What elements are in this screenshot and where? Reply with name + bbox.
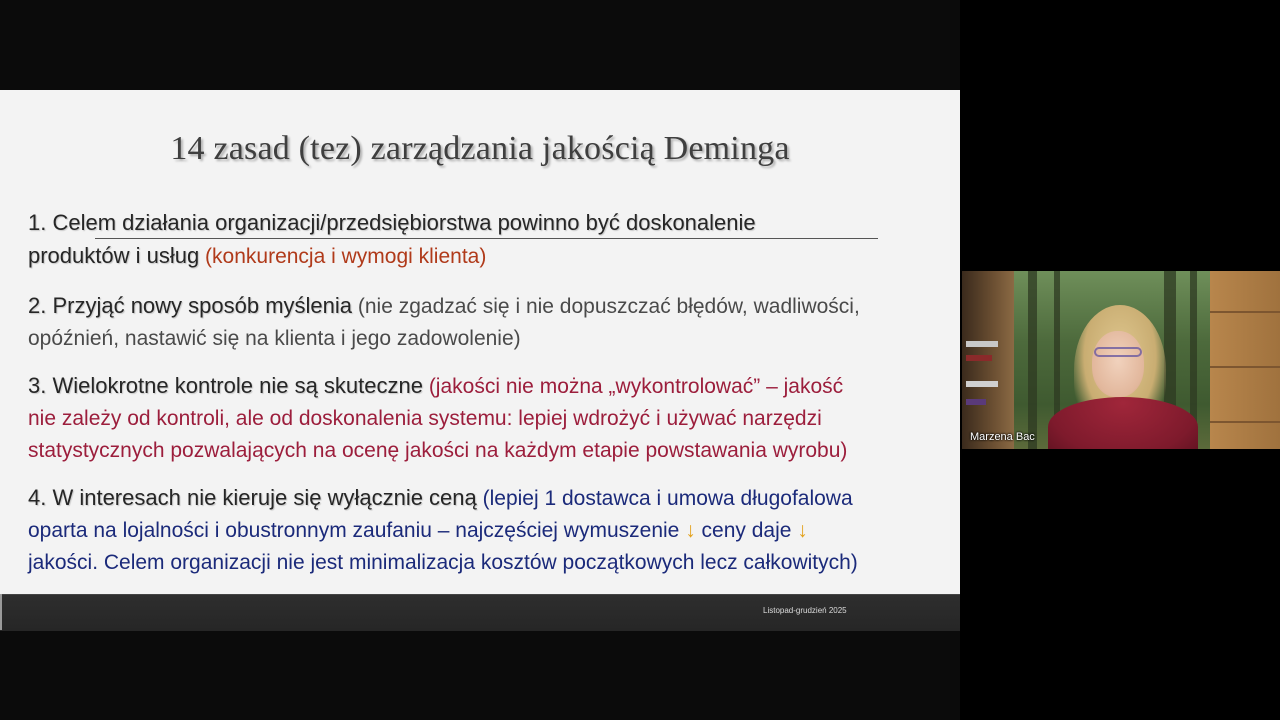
principle-line	[28, 240, 948, 273]
principle-text-segment: nie zależy od kontroli, ale od doskonalenia systemu: lepiej wdrożyć i używać narzędzi	[28, 407, 822, 430]
principle-3	[28, 370, 948, 467]
principle-text-segment: 2. Przyjąć nowy sposób myślenia	[28, 293, 353, 318]
principle-text-segment: 1. Celem działania organizacji/przedsiębiorstwa powinno być doskonalenie	[28, 210, 756, 235]
principle-text-segment: statystycznych pozwalających na ocenę jakości na każdym etapie powstawania wyrobu)	[28, 439, 848, 462]
principle-text-segment: produktów i usług	[28, 243, 200, 268]
principle-text-segment: opóźnień, nastawić się na klienta i jego zadowolenie)	[28, 327, 521, 350]
principle-text-segment: (konkurencja i wymogi klienta)	[199, 245, 487, 268]
principle-text-segment: jakości. Celem organizacji nie jest minimalizacja kosztów początkowych lecz całkowitych)	[28, 551, 858, 574]
principle-text-segment: (lepiej 1 dostawca i umowa długofalowa	[476, 487, 853, 510]
participant-name-label: Marzena Bac	[970, 431, 1035, 443]
slide-title: 14 zasad (tez) zarządzania jakością Deminga	[170, 130, 790, 167]
participant-body	[1048, 397, 1198, 449]
participant-video-tile[interactable]	[962, 271, 1280, 449]
principle-text-segment: 4. W interesach nie kieruje się wyłącznie ceną	[28, 485, 477, 510]
principle-text-segment: 3. Wielokrotne kontrole nie są skuteczne	[28, 373, 423, 398]
bookshelf-background	[962, 271, 1014, 449]
principle-line	[28, 370, 948, 403]
down-arrow-icon: ↓	[797, 519, 808, 542]
participant-face	[1092, 331, 1144, 397]
principle-1	[28, 207, 948, 273]
principle-line	[28, 515, 948, 547]
principle-line	[28, 547, 948, 579]
principle-line	[28, 435, 948, 467]
principle-text-segment: oparta na lojalności i obustronnym zaufaniu – najczęściej wymuszenie	[28, 519, 686, 542]
down-arrow-icon: ↓	[685, 519, 696, 542]
glasses-icon	[1094, 347, 1142, 357]
slide-edge-divider	[0, 594, 2, 630]
wooden-cabinet-background	[1210, 271, 1280, 449]
principle-line	[28, 290, 948, 323]
principle-line	[28, 403, 948, 435]
slide-footer-date: Listopad-grudzień 2025	[763, 606, 847, 615]
principle-text-segment: ceny daje	[695, 519, 798, 542]
principle-4	[28, 482, 948, 579]
principle-line	[28, 482, 948, 515]
principle-text-segment: (jakości nie można „wykontrolować” – jakość	[422, 375, 844, 398]
principle-line	[28, 323, 948, 355]
principle-line	[28, 207, 948, 240]
principle-2	[28, 290, 948, 355]
principle-text-segment: (nie zgadzać się i nie dopuszczać błędów, wadliwości,	[352, 295, 860, 318]
